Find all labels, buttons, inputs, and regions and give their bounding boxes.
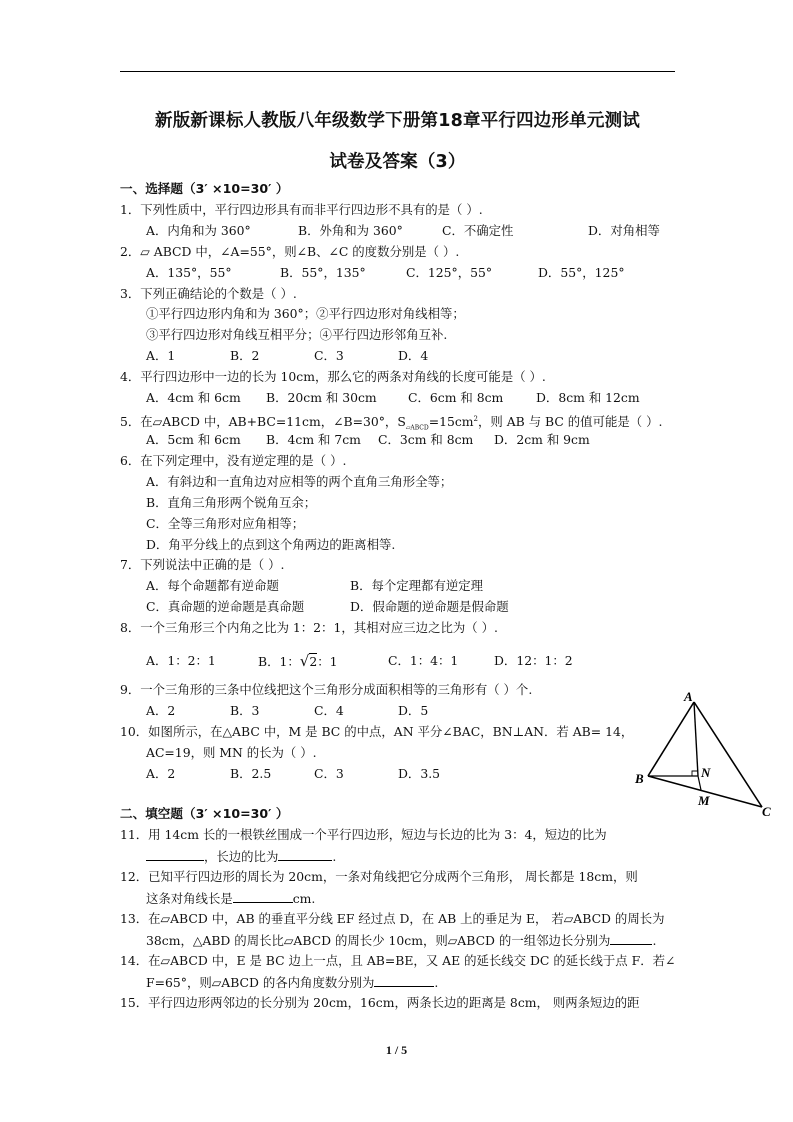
q11-line1: 11．用 14cm 长的一根铁丝围成一个平行四边形，短边与长边的比为 3：4，短边的比为	[120, 827, 607, 842]
q5-option-a: A．5cm 和 6cm	[146, 432, 241, 447]
sqrt-symbol: √	[299, 652, 310, 670]
q4-option-c: C．6cm 和 8cm	[408, 390, 504, 405]
q5-stem-sub: ▱ABCD	[405, 424, 429, 432]
q1-option-b: B．外角和为 360°	[298, 223, 403, 238]
answer-blank[interactable]	[610, 931, 652, 945]
q5-option-d: D．2cm 和 9cm	[494, 432, 590, 447]
q2-option-d: D．55°，125°	[538, 265, 625, 280]
q3-sub1: ①平行四边形内角和为 360°；②平行四边形对角线相等；	[146, 306, 465, 321]
q8-option-b-pre: B．1：	[258, 654, 300, 669]
q3-option-d: D．4	[398, 348, 429, 363]
q3-option-b: B．2	[230, 348, 260, 363]
q6-option-d: D．角平分线上的点到这个角两边的距离相等.	[146, 537, 396, 552]
label-n: N	[701, 765, 711, 780]
q13-line2	[146, 931, 656, 950]
q7-option-d: D．假命题的逆命题是假命题	[350, 599, 509, 614]
q13-line2-end: .	[652, 933, 657, 948]
page-subtitle: 试卷及答案（3）	[329, 152, 466, 172]
q8-option-b	[258, 652, 338, 671]
page-title: 新版新课标人教版八年级数学下册第18章平行四边形单元测试	[155, 111, 640, 131]
q4-option-b: B．20cm 和 30cm	[266, 390, 377, 405]
label-a: A	[684, 689, 693, 704]
q1-option-a: A．内角和为 360°	[146, 223, 251, 238]
q3-option-c: C．3	[314, 348, 344, 363]
q8-option-b-post: ：1	[317, 654, 338, 669]
section2-heading: 二、填空题（3′ ×10=30′ ）	[120, 806, 289, 821]
q6-stem: 6．在下列定理中，没有逆定理的是（ ）.	[120, 453, 347, 468]
q9-option-d: D．5	[398, 703, 429, 718]
q12-line2	[146, 889, 315, 908]
q10-option-a: A．2	[146, 766, 176, 781]
q11-line2	[146, 847, 336, 866]
q14-line2	[146, 973, 438, 992]
q14-line1: 14．在▱ABCD 中，E 是 BC 边上一点，且 AB=BE，又 AE 的延长线交 DC 的延长线于点 F．若∠	[120, 953, 676, 968]
q2-option-c: C．125°，55°	[406, 265, 493, 280]
q5-stem-text: 5．在▱ABCD 中，AB+BC=11cm，∠B=30°，S	[120, 414, 406, 430]
q8-option-a: A．1：2：1	[146, 653, 216, 668]
q14-line2-end: .	[434, 975, 439, 990]
answer-blank[interactable]	[278, 847, 332, 861]
label-m: M	[698, 793, 710, 808]
q5-option-b: B．4cm 和 7cm	[266, 432, 361, 447]
page-number: 1 / 5	[385, 1043, 408, 1057]
q1-option-c: C．不确定性	[442, 223, 514, 238]
q7-option-b: B．每个定理都有逆定理	[350, 578, 484, 593]
q5-stem-end: ，则 AB 与 BC 的值可能是（ ）.	[478, 414, 663, 430]
q12-line2-text: 这条对角线长是	[146, 891, 233, 906]
q9-option-a: A．2	[146, 703, 176, 718]
q1-stem: 1．下列性质中，平行四边形具有而非平行四边形不具有的是（ ）.	[120, 202, 483, 217]
q13-line2-text: 38cm，△ABD 的周长比▱ABCD 的周长少 10cm，则▱ABCD 的一组邻边长分别为	[146, 933, 611, 948]
answer-blank[interactable]	[233, 889, 293, 903]
header-rule	[120, 71, 675, 72]
q6-option-a: A．有斜边和一直角边对应相等的两个直角三角形全等；	[146, 474, 453, 489]
q12-line1: 12．已知平行四边形的周长为 20cm，一条对角线把它分成两个三角形， 周长都是 18cm，则	[120, 869, 638, 884]
q8-option-b-radicand: 2	[309, 654, 318, 669]
q7-stem: 7．下列说法中正确的是（ ）.	[120, 557, 285, 572]
q5-stem-sup: 2	[473, 415, 478, 423]
q5-option-c: C．3cm 和 8cm	[378, 432, 474, 447]
q7-option-c: C．真命题的逆命题是真命题	[146, 599, 305, 614]
q4-option-a: A．4cm 和 6cm	[146, 390, 241, 405]
q13-line1: 13．在▱ABCD 中，AB 的垂直平分线 EF 经过点 D，在 AB 上的垂足为 E， 若▱ABCD 的周长为	[120, 911, 665, 926]
q9-option-c: C．4	[314, 703, 344, 718]
q9-stem: 9．一个三角形的三条中位线把这个三角形分成面积相等的三角形有（ ）个.	[120, 682, 533, 697]
q10-option-c: C．3	[314, 766, 344, 781]
q4-option-d: D．8cm 和 12cm	[536, 390, 640, 405]
right-angle-mark	[692, 771, 698, 776]
q10-stem-line2: AC=19，则 MN 的长为（ ）.	[146, 745, 317, 760]
q6-option-c: C．全等三角形对应角相等；	[146, 516, 305, 531]
q12-line2-end: cm.	[292, 891, 316, 906]
q7-option-a: A．每个命题都有逆命题	[146, 578, 279, 593]
label-b: B	[635, 771, 644, 786]
q14-line2-text: F=65°，则▱ABCD 的各内角度数分别为	[146, 975, 375, 990]
q9-option-b: B．3	[230, 703, 260, 718]
q8-stem: 8．一个三角形三个内角之比为 1：2：1，其相对应三边之比为（ ）.	[120, 620, 498, 635]
q3-stem: 3．下列正确结论的个数是（ ）.	[120, 286, 297, 301]
q6-option-b: B．直角三角形两个锐角互余；	[146, 495, 317, 510]
q10-stem-line1: 10．如图所示，在△ABC 中，M 是 BC 的中点，AN 平分∠BAC，BN⊥AN．若 AB= 14，	[120, 724, 634, 739]
q11-line2-end: .	[332, 849, 337, 864]
q2-option-b: B．55°，135°	[280, 265, 366, 280]
answer-blank[interactable]	[374, 973, 434, 987]
q2-stem: 2．▱ ABCD 中，∠A=55°，则∠B、∠C 的度数分别是（ ）.	[120, 244, 460, 259]
q11-line2-text: ，长边的比为	[204, 849, 279, 864]
q5-stem-area: =15cm	[428, 414, 474, 430]
q2-option-a: A．135°，55°	[146, 265, 232, 280]
q4-stem: 4．平行四边形中一边的长为 10cm，那么它的两条对角线的长度可能是（ ）.	[120, 369, 546, 384]
segment-an	[694, 702, 698, 776]
q1-option-d: D．对角相等	[588, 223, 660, 238]
section1-heading: 一、选择题（3′ ×10=30′ ）	[120, 181, 289, 196]
q3-option-a: A．1	[146, 348, 176, 363]
q3-sub2: ③平行四边形对角线互相平分；④平行四边形邻角互补.	[146, 327, 448, 342]
q10-option-d: D．3.5	[398, 766, 441, 781]
q8-option-d: D．12：1：2	[494, 653, 573, 668]
triangle-figure	[628, 688, 778, 820]
label-c: C	[762, 804, 771, 819]
answer-blank[interactable]	[146, 847, 204, 861]
q8-option-c: C．1：4：1	[388, 653, 459, 668]
segment-ab	[648, 702, 694, 776]
q10-option-b: B．2.5	[230, 766, 272, 781]
q15-line1: 15．平行四边形两邻边的长分别为 20cm，16cm，两条长边的距离是 8cm， 则两条短边的距	[120, 995, 640, 1010]
